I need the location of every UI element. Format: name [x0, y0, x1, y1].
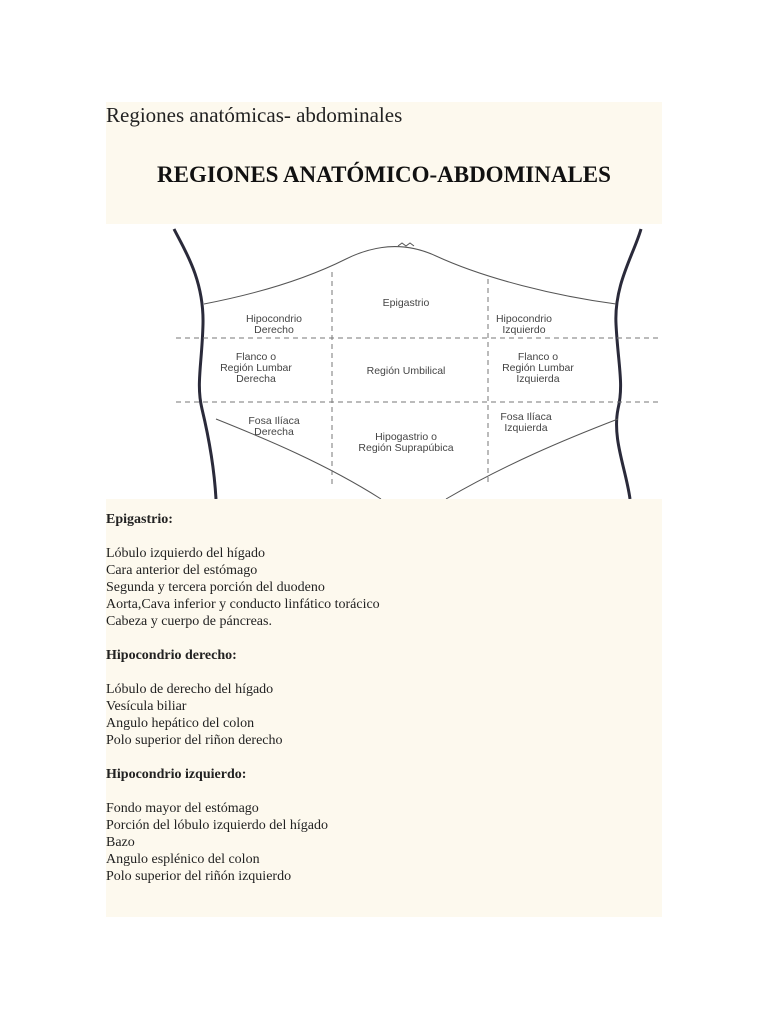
region-label — [383, 297, 430, 309]
list-item: Polo superior del riñón izquierdo — [106, 869, 292, 884]
section-title: Epigastrio: — [106, 512, 173, 527]
region-label — [248, 415, 300, 438]
region-label-line: Hipocondrio — [245, 313, 303, 325]
region-label — [500, 411, 552, 434]
section-title: Hipocondrio derecho: — [106, 648, 237, 663]
list-item: Porción del lóbulo izquierdo del hígado — [106, 818, 329, 833]
list-item: Polo superior del riñon derecho — [106, 733, 283, 748]
section — [106, 511, 646, 630]
list-item: Fondo mayor del estómago — [106, 801, 259, 816]
region-label-line: Derecho — [254, 324, 294, 336]
sternum-notch — [398, 243, 414, 246]
body-outline-left — [174, 229, 216, 499]
region-label-line: Izquierda — [516, 373, 560, 385]
region-label-line: Flanco o — [517, 351, 559, 363]
list-item: Vesícula biliar — [106, 699, 187, 714]
abdomen-illustration — [106, 224, 662, 499]
region-label-line: Derecha — [254, 426, 294, 438]
region-label-line: Región Umbilical — [366, 365, 446, 377]
region-label-line: Izquierdo — [502, 324, 546, 336]
section — [106, 647, 646, 749]
region-label-line: Región Lumbar — [502, 362, 574, 374]
list-item: Angulo hepático del colon — [106, 716, 255, 731]
list-item: Cara anterior del estómago — [106, 563, 258, 578]
list-item: Bazo — [106, 835, 135, 850]
region-label-line: Fosa Ilíaca — [248, 415, 300, 427]
region-label — [246, 313, 302, 336]
list-item: Lóbulo de derecho del hígado — [106, 682, 274, 697]
region-descriptions — [106, 511, 646, 902]
region-label — [220, 351, 292, 385]
region-label — [358, 431, 453, 454]
region-label-line: Epigastrio — [382, 297, 430, 309]
region-label — [502, 351, 574, 385]
abdominal-regions-diagram — [106, 224, 662, 499]
region-label-line: Fosa Ilíaca — [500, 411, 552, 423]
region-labels — [220, 297, 574, 454]
region-label-line: Derecha — [236, 373, 276, 385]
document-title: Regiones anatómicas- abdominales — [106, 103, 403, 127]
inguinal-line-left — [216, 419, 381, 499]
region-label — [367, 365, 446, 377]
section-title: Hipocondrio izquierdo: — [106, 767, 247, 782]
region-label-line: Izquierda — [504, 422, 548, 434]
list-item: Segunda y tercera porción del duodeno — [106, 580, 325, 595]
list-item: Aorta,Cava inferior y conducto linfático torácico — [106, 597, 380, 612]
section — [106, 766, 646, 885]
region-label-line: Flanco o — [235, 351, 277, 363]
region-label-line: Región Suprapúbica — [358, 442, 454, 454]
list-item: Angulo esplénico del colon — [106, 852, 260, 867]
region-label-line: Hipogastrio o — [375, 431, 437, 443]
body-outline-right — [616, 229, 641, 499]
region-label — [496, 313, 552, 336]
region-label-line: Hipocondrio — [495, 313, 553, 325]
list-item: Lóbulo izquierdo del hígado — [106, 546, 266, 561]
rib-arch — [204, 247, 616, 304]
list-item: Cabeza y cuerpo de páncreas. — [106, 614, 272, 629]
main-heading: REGIONES ANATÓMICO-ABDOMINALES — [157, 162, 611, 187]
region-label-line: Región Lumbar — [220, 362, 292, 374]
